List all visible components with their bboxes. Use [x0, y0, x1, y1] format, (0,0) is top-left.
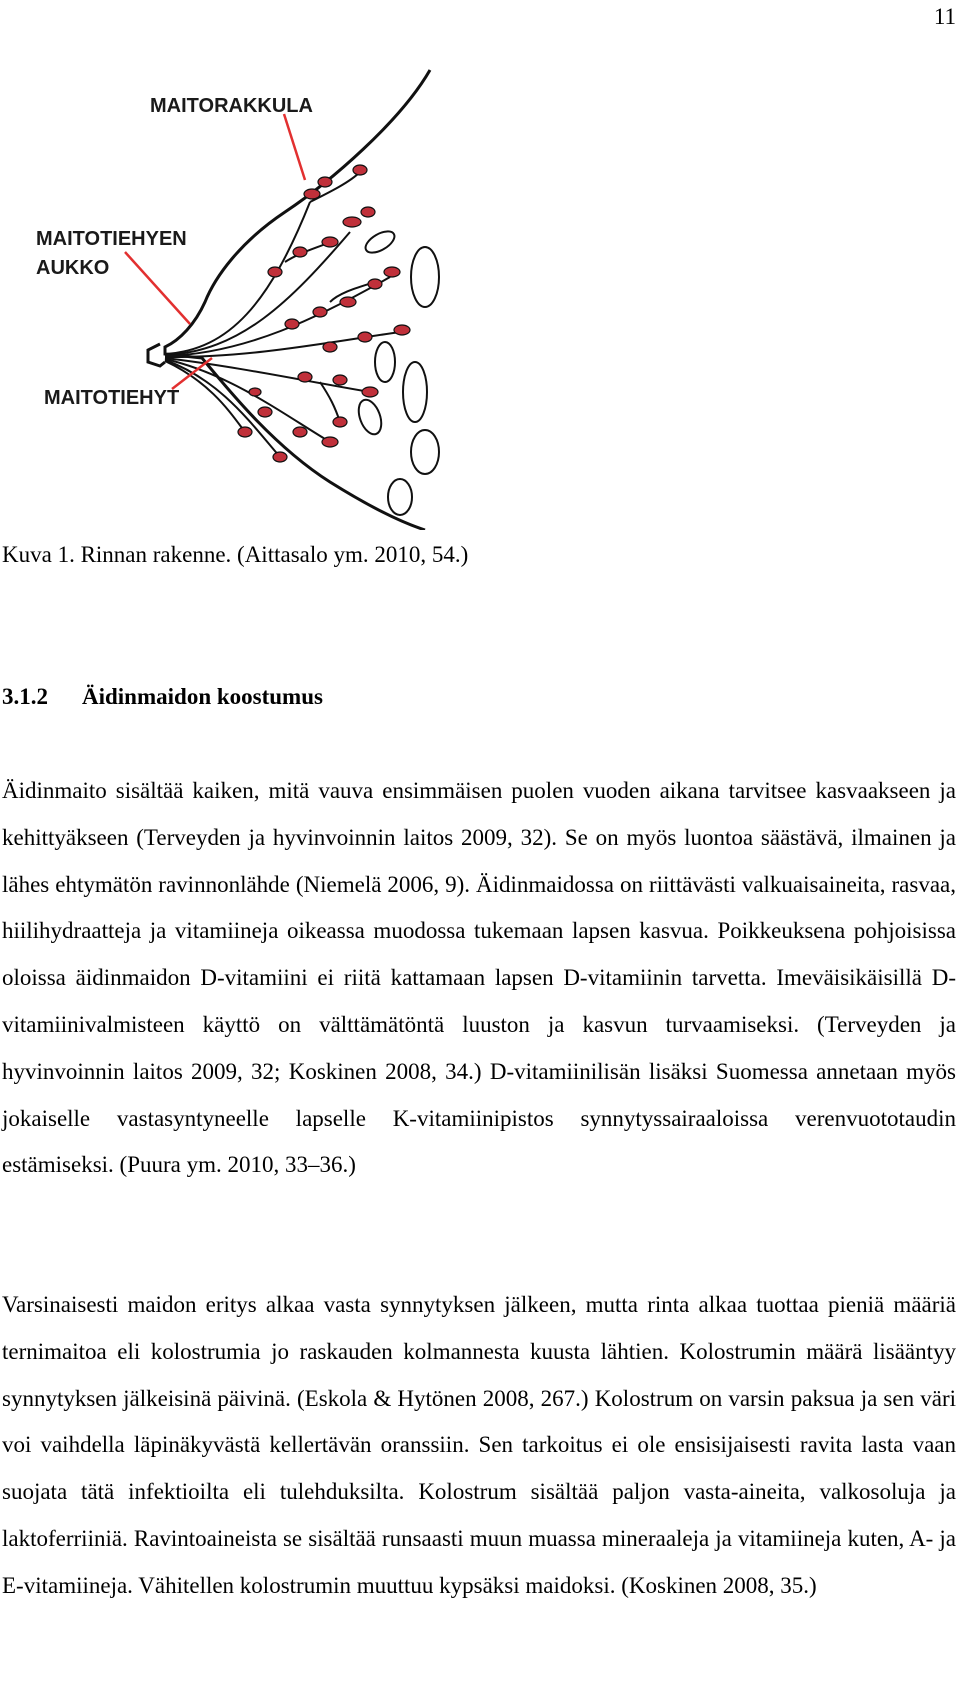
- page-number: 11: [933, 4, 956, 29]
- label-maitotiehyen: MAITOTIEHYEN: [36, 228, 187, 250]
- section-heading: [2, 682, 323, 712]
- breast-anatomy-figure: [30, 62, 470, 530]
- paragraph-2: Varsinaisesti maidon eritys alkaa vasta synnytyksen jälkeen, mutta rinta alkaa tuottaa pieniä määriä ternimaitoa eli kolostrumia jo raskauden kolmannesta kuusta lähtien. Kolostrumin määrä lisääntyy synnytyksen jälkeisinä päivinä. (Eskola & Hytönen 2008, 267.) Kolostrum on varsin paksua ja sen väri voi vaihdella läpinäkyvästä kellertävän oranssiin. Sen tarkoitus ei ole ensisijaisesti ravita lasta vaan suojata tätä infektioilta eli tulehduksilta. Kolostrum sisältää paljon vasta-aineita, valkosoluja ja laktoferriiniä. Ravintoaineista se sisältää runsaasti muun muassa mineraaleja ja vitamiineja kuten, A- ja E-vitamiineja. Vähitellen kolostrumin muuttuu kypsäksi maidoksi. (Koskinen 2008, 35.): [2, 1292, 956, 1598]
- label-maitorakkula: MAITORAKKULA: [150, 95, 313, 117]
- lobules: [238, 165, 410, 462]
- nipple: [148, 344, 165, 366]
- section-title: Äidinmaidon koostumus: [82, 684, 323, 709]
- label-maitotiehyt: MAITOTIEHYT: [44, 387, 180, 409]
- breast-anatomy-drawing: [30, 62, 470, 530]
- label-aukko: AUKKO: [36, 257, 110, 279]
- paragraph-1: Äidinmaito sisältää kaiken, mitä vauva ensimmäisen puolen vuoden aikana tarvitsee kasvaakseen ja kehittyäkseen (Terveyden ja hyvinvoinnin laitos 2009, 32). Se on myös luontoa säästävä, ilmainen ja lähes ehtymätön ravinnonlähde (Niemelä 2006, 9). Äidinmaidossa on riittävästi valkuaisaineita, rasvaa, hiilihydraatteja ja vitamiineja oikeassa muodossa tukemaan lapsen kasvua. Poikkeuksena pohjoisissa oloissa äidinmaidon D-vitamiini ei riitä kattamaan lapsen D-vitamiinin tarvetta. Imeväisikäisillä D-vitamiinivalmisteen käyttö on välttämätöntä luuston ja kasvun turvaamiseksi. (Terveyden ja hyvinvoinnin laitos 2009, 32; Koskinen 2008, 34.) D-vitamiinilisän lisäksi Suomessa annetaan myös jokaiselle vastasyntyneelle lapselle K-vitamiinipistos synnytyssairaaloissa verenvuototaudin estämiseksi. (Puura ym. 2010, 33–36.): [2, 778, 956, 1178]
- breast-outline: [165, 70, 430, 530]
- figure-caption: Kuva 1. Rinnan rakenne. (Aittasalo ym. 2010, 54.): [2, 542, 469, 567]
- section-number: 3.1.2: [2, 684, 48, 709]
